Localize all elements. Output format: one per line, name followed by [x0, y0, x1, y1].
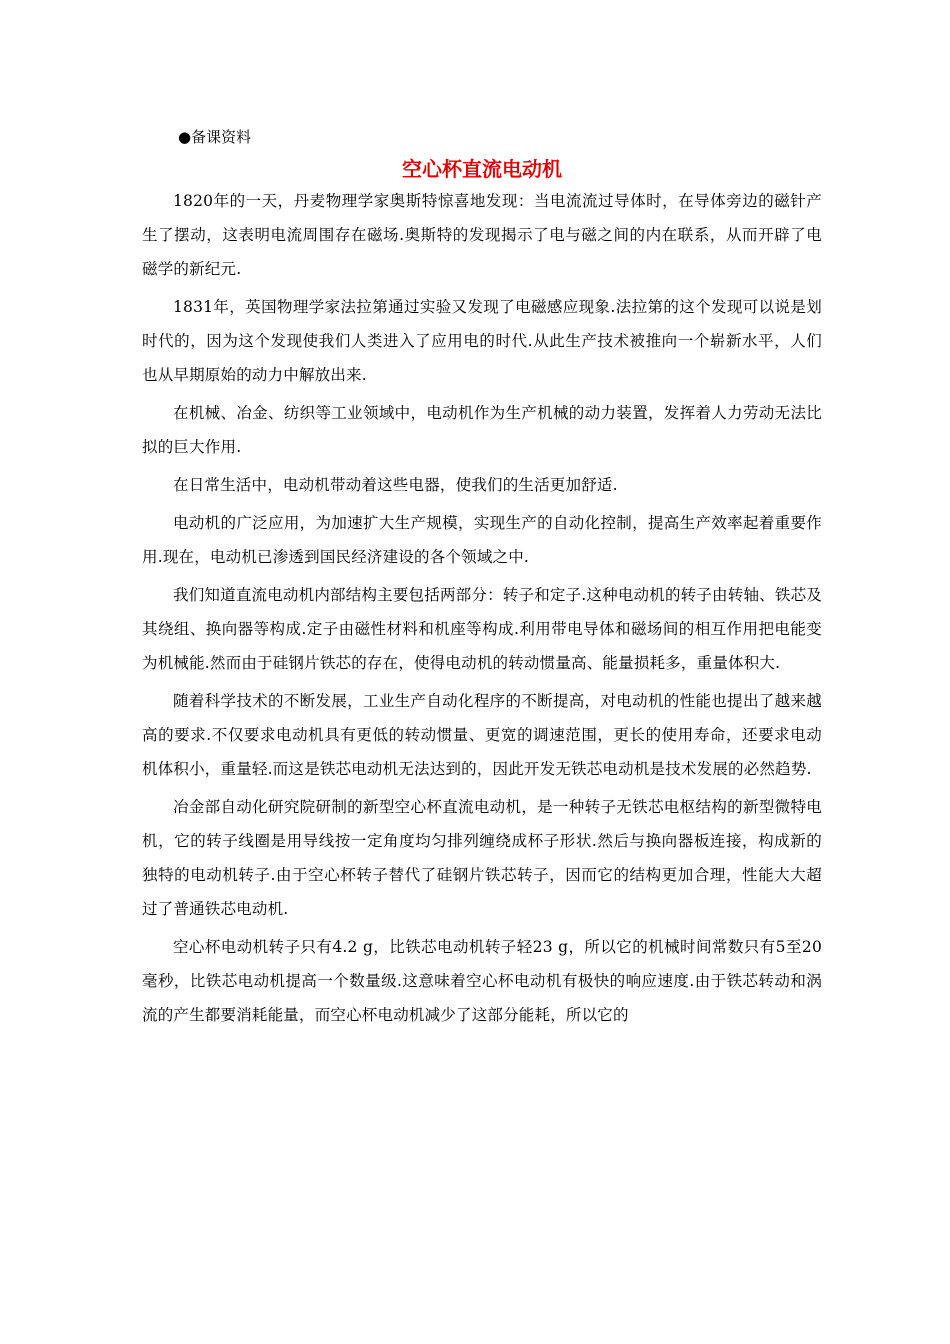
paragraph-2: 1831年，英国物理学家法拉第通过实验又发现了电磁感应现象.法拉第的这个发现可以说是划时代的，因为这个发现使我们人类进入了应用电的时代.从此生产技术被推向一个崭新水平，人们也从早期原始的动力中解放出来.	[142, 298, 822, 384]
paragraph-6: 我们知道直流电动机内部结构主要包括两部分：转子和定子.这种电动机的转子由转轴、铁芯及其绕组、换向器等构成.定子由磁性材料和机座等构成.利用带电导体和磁场间的相互作用把电能变为机械能.然而由于硅钢片铁芯的存在，使得电动机的转动惯量高、能量损耗多，重量体积大.	[142, 586, 822, 672]
paragraph-3: 在机械、冶金、纺织等工业领域中，电动机作为生产机械的动力装置，发挥着人力劳动无法比拟的巨大作用.	[142, 404, 822, 456]
section-tag: ●备课资料	[178, 128, 252, 146]
paragraph-5: 电动机的广泛应用，为加速扩大生产规模，实现生产的自动化控制，提高生产效率起着重要作用.现在，电动机已渗透到国民经济建设的各个领域之中.	[142, 514, 822, 566]
paragraph-9: 空心杯电动机转子只有4.2 g，比铁芯电动机转子轻23 g，所以它的机械时间常数只有5至20毫秒，比铁芯电动机提高一个数量级.这意味着空心杯电动机有极快的响应速度.由于铁芯转动和涡流的产生都要消耗能量，而空心杯电动机减少了这部分能耗，所以它的	[142, 938, 822, 1024]
paragraph-7: 随着科学技术的不断发展，工业生产自动化程序的不断提高，对电动机的性能也提出了越来越高的要求.不仅要求电动机具有更低的转动惯量、更宽的调速范围，更长的使用寿命，还要求电动机体积小，重量轻.而这是铁芯电动机无法达到的，因此开发无铁芯电动机是技术发展的必然趋势.	[142, 692, 822, 778]
paragraph-8: 冶金部自动化研究院研制的新型空心杯直流电动机，是一种转子无铁芯电枢结构的新型微特电机，它的转子线圈是用导线按一定角度均匀排列缠绕成杯子形状.然后与换向器板连接，构成新的独特的电动机转子.由于空心杯转子替代了硅钢片铁芯转子，因而它的结构更加合理，性能大大超过了普通铁芯电动机.	[142, 798, 822, 918]
document-body	[142, 122, 822, 1036]
paragraph-1: 1820年的一天，丹麦物理学家奥斯特惊喜地发现：当电流流过导体时，在导体旁边的磁针产生了摆动，这表明电流周围存在磁场.奥斯特的发现揭示了电与磁之间的内在联系，从而开辟了电磁学的新纪元.	[142, 192, 822, 278]
paragraph-4: 在日常生活中，电动机带动着这些电器，使我们的生活更加舒适.	[173, 476, 618, 494]
document-title: 空心杯直流电动机	[402, 157, 562, 181]
